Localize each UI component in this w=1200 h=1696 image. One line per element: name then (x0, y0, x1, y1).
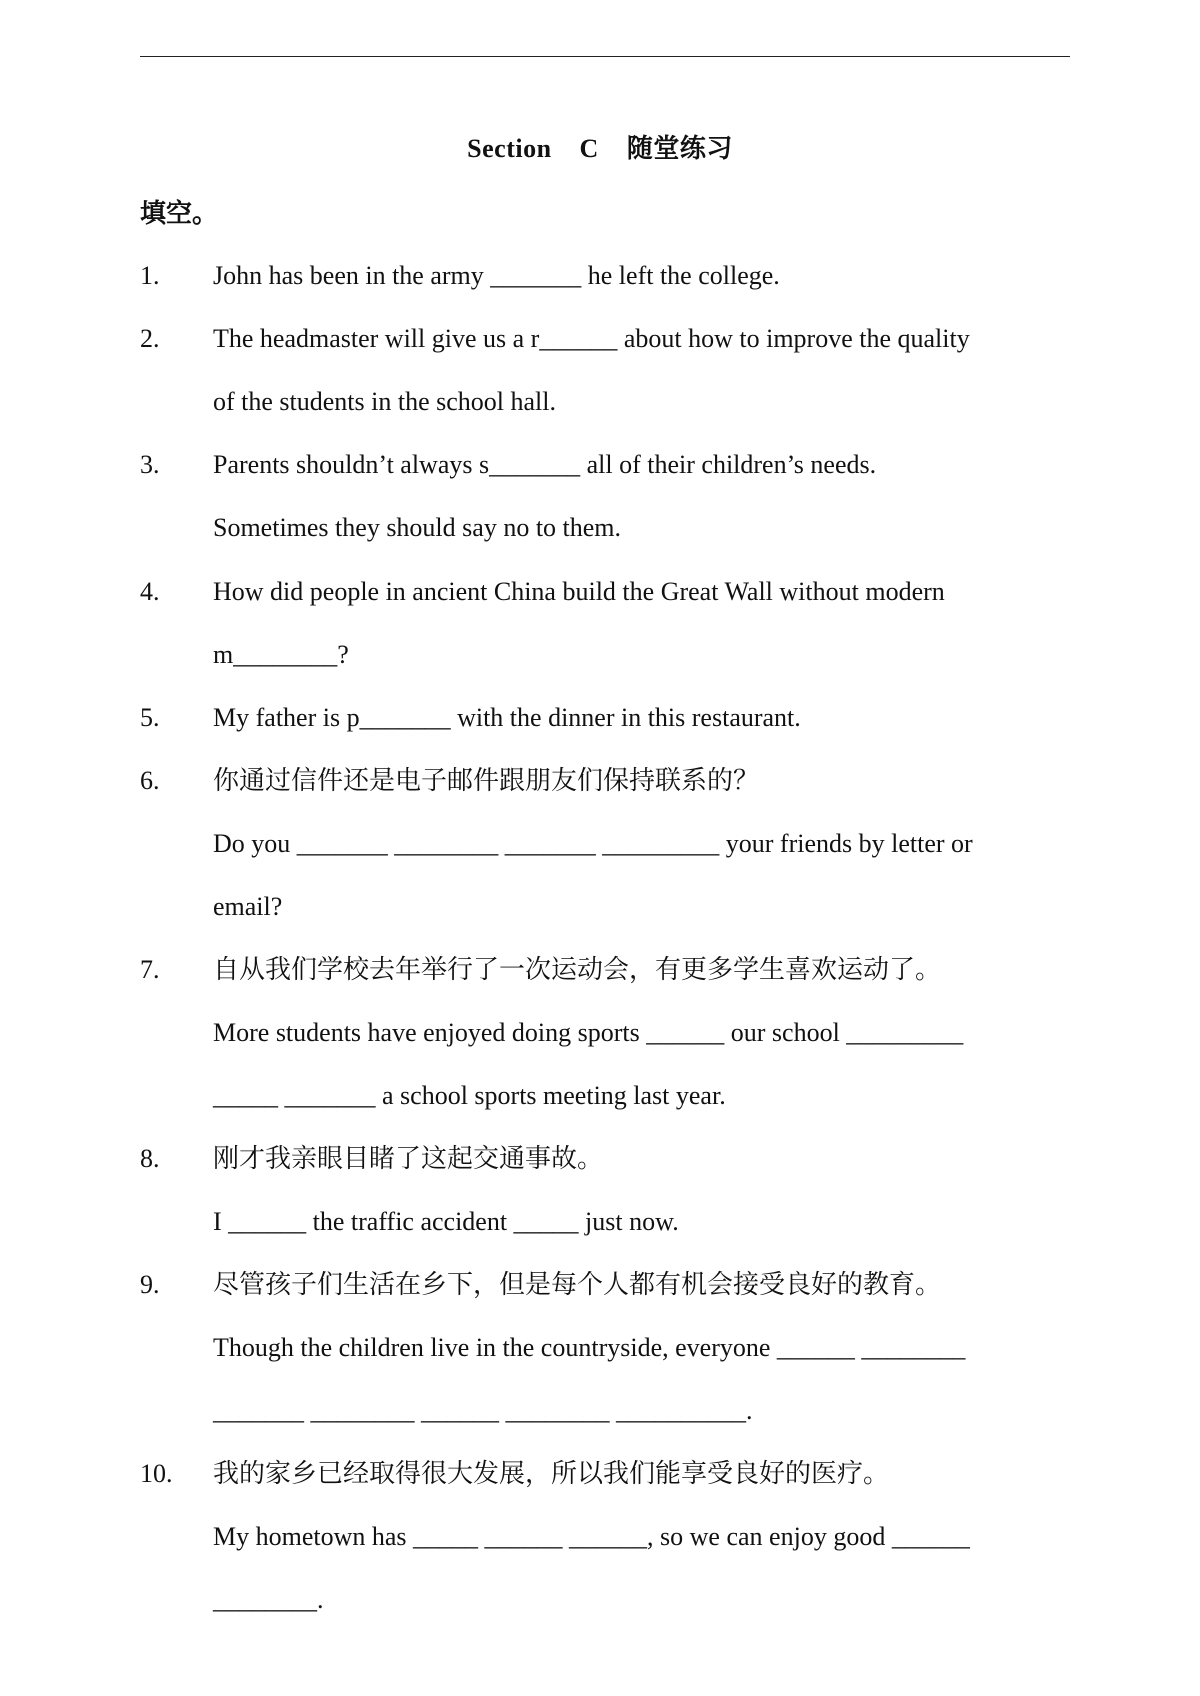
question-line-chinese: 尽管孩子们生活在乡下，但是每个人都有机会接受良好的教育。 (213, 1270, 942, 1299)
question-number: 6. (140, 766, 160, 795)
question-line: Though the children live in the countryside, everyone ______ ________ (213, 1333, 966, 1362)
question-line: My father is p_______ with the dinner in this restaurant. (213, 703, 801, 732)
question-number: 10. (140, 1459, 173, 1488)
question-line: Do you _______ ________ _______ _________ your friends by letter or (213, 829, 973, 858)
question-line: ________. (213, 1585, 324, 1614)
question-line-chinese: 我的家乡已经取得很大发展，所以我们能享受良好的医疗。 (213, 1459, 890, 1488)
question-line: The headmaster will give us a r______ about how to improve the quality (213, 324, 970, 353)
question-line: How did people in ancient China build the Great Wall without modern (213, 577, 945, 606)
question-number: 8. (140, 1144, 160, 1173)
question-line-chinese: 你通过信件还是电子邮件跟朋友们保持联系的？ (213, 766, 760, 795)
question-line: _____ _______ a school sports meeting last year. (213, 1081, 726, 1110)
question-number: 4. (140, 577, 160, 606)
page-title: Section C 随堂练习 (467, 134, 733, 163)
question-line-chinese: 刚才我亲眼目睹了这起交通事故。 (213, 1144, 604, 1173)
question-line: John has been in the army _______ he left the college. (213, 261, 780, 290)
question-number: 2. (140, 324, 160, 353)
question-number: 1. (140, 261, 160, 290)
question-line: m________? (213, 640, 349, 669)
question-line: _______ ________ ______ ________ __________. (213, 1396, 753, 1425)
instruction-heading: 填空。 (140, 199, 219, 228)
question-number: 9. (140, 1270, 160, 1299)
question-number: 7. (140, 955, 160, 984)
question-line: My hometown has _____ ______ ______, so we can enjoy good ______ (213, 1522, 970, 1551)
question-number: 3. (140, 450, 160, 479)
question-line: email? (213, 892, 283, 921)
question-number: 5. (140, 703, 160, 732)
question-line: of the students in the school hall. (213, 387, 557, 416)
question-line: More students have enjoyed doing sports ______ our school _________ (213, 1018, 964, 1047)
question-line: Parents shouldn’t always s_______ all of their children’s needs. (213, 450, 877, 479)
question-line: I ______ the traffic accident _____ just now. (213, 1207, 679, 1236)
header-rule (140, 56, 1070, 57)
question-line: Sometimes they should say no to them. (213, 513, 622, 542)
question-line-chinese: 自从我们学校去年举行了一次运动会，有更多学生喜欢运动了。 (213, 955, 942, 984)
